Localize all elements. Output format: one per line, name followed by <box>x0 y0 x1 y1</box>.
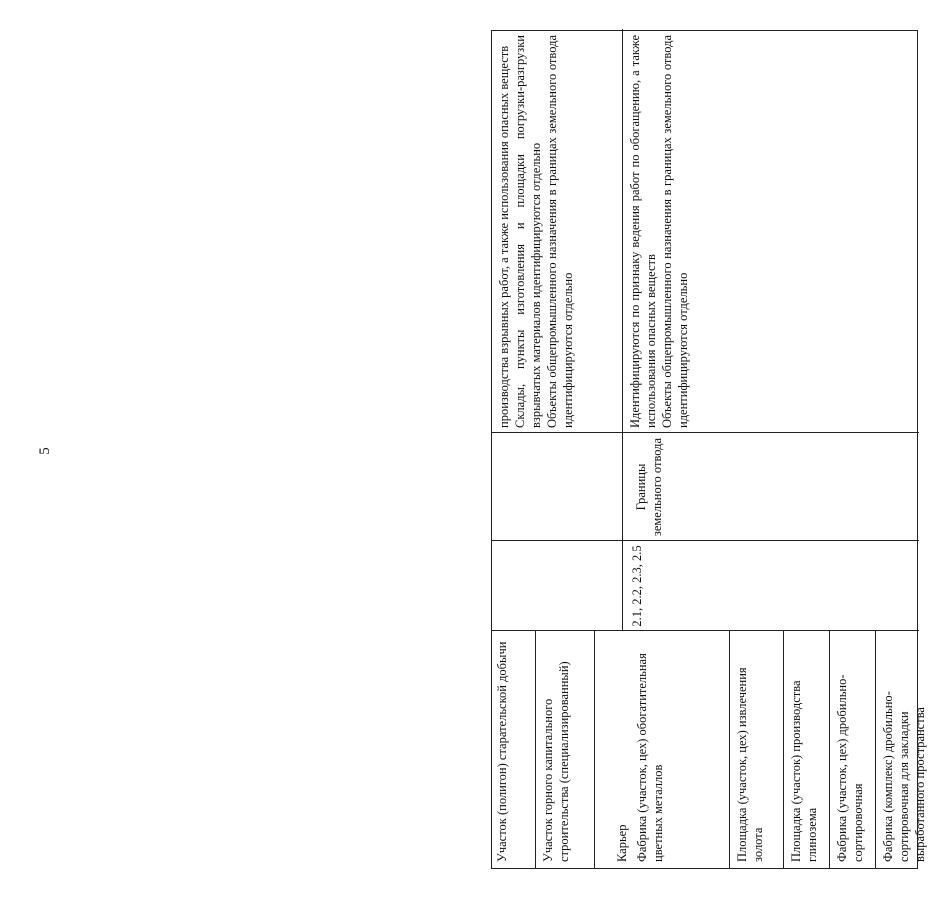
criteria-codes: 2.1, 2.2, 2.3, 2.5 <box>630 545 644 627</box>
object-name: Участок горного капитального строительства (специализированный) <box>541 661 571 862</box>
object-cell <box>834 636 866 862</box>
object-cell <box>614 636 630 862</box>
group-divider <box>622 29 623 631</box>
object-name: Площадка (участок) производства глинозема <box>789 680 819 862</box>
column-divider <box>492 432 919 433</box>
object-name: Фабрика (комплекс) дробильно-сортировочная для закладки выработанного пространства <box>881 691 927 862</box>
boundary-cell: Границы земельного отвода <box>634 437 664 537</box>
object-cell <box>734 636 766 862</box>
rotated-page-content <box>491 30 927 869</box>
object-name: Фабрика (участок, цех) обогатительная цветных металлов <box>635 653 665 862</box>
row-divider <box>829 631 830 868</box>
note-paragraph: Объекты общепромышленного назначения в границах земельного отвода идентифицируются отдельно <box>660 35 690 428</box>
object-cell <box>540 636 572 862</box>
identification-table <box>491 30 927 869</box>
note-paragraph: Объекты общепромышленного назначения в границах земельного отвода идентифицируются отдельно <box>545 35 575 428</box>
object-cell <box>788 636 820 862</box>
column-divider <box>492 630 919 631</box>
row-divider <box>783 631 784 868</box>
object-name: Карьер <box>615 824 629 862</box>
note-paragraph: производства взрывных работ, а также использования опасных веществ <box>497 45 511 428</box>
row-divider <box>594 631 595 868</box>
object-name: Фабрика (участок, цех) дробильно-сортировочная <box>835 674 865 862</box>
row-divider <box>875 631 876 868</box>
note-paragraph: Идентифицируются по признаку ведения работ по обогащению, а также использования опасных веществ <box>628 35 658 428</box>
object-name: Участок (полигон) старательской добычи <box>495 641 509 862</box>
row-divider <box>729 631 730 868</box>
notes-cell-group-b <box>627 35 691 428</box>
notes-cell-group-a <box>496 35 576 428</box>
object-cell <box>880 636 928 862</box>
page-number: 5 <box>37 447 53 455</box>
object-name: Площадка (участок, цех) извлечения золота <box>735 667 765 862</box>
note-paragraph: Склады, пункты изготовления и площадки погрузки-разгрузки взрывчатых материалов идентифицируются отдельно <box>513 35 543 428</box>
object-cell <box>634 636 666 862</box>
column-divider <box>492 540 919 541</box>
row-divider <box>535 631 536 868</box>
object-cell <box>494 636 510 862</box>
